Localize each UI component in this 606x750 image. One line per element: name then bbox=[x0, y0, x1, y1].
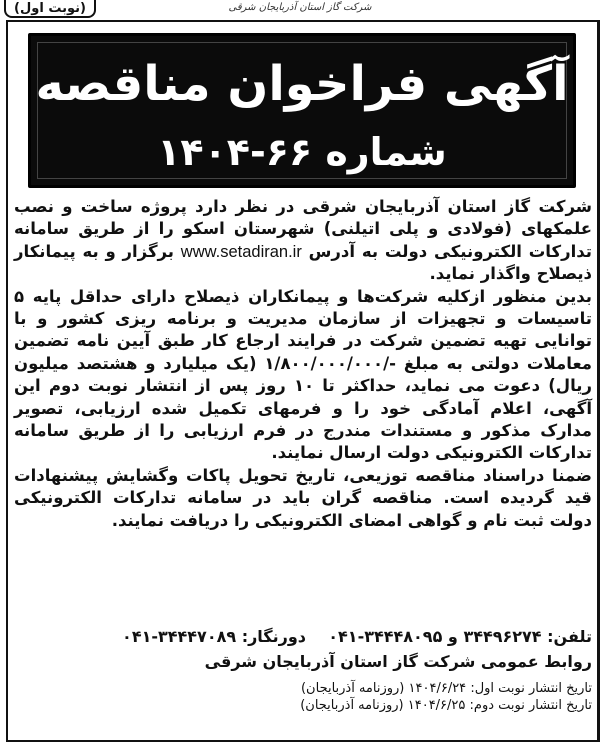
publication-second bbox=[220, 697, 592, 714]
paragraph-invitation: بدین منظور ازکلیه شرکت‌ها و پیمانکاران ذیصلاح دارای حداقل پایه ۵ تاسیسات و تجهیزات از سازمان مدیریت و برنامه ریزی کشور و با توانایی تهیه تضمین شرکت در فرایند ارجاع کار طبق آیین نامه تضمین معاملات دولتی به مبلغ -/۱/۸۰۰/۰۰۰/۰۰۰ (یک میلیارد و هشتصد میلیون ریال) دعوت می نماید، حداکثر تا ۱۰ روز پس از انتشار نوبت دوم این آگهی، اعلام آمادگی خود را و فرمهای تکمیل شده ارزیابی، تصویر مدارک مذکور و مستندات مندرج در فرم ارزیابی را از طریق سامانه تدارکات الکترونیکی دولت ارسال نمایند. bbox=[14, 286, 592, 463]
phone-2: ۰۴۱-۳۴۴۴۸۰۹۵ bbox=[328, 627, 443, 646]
title-box bbox=[28, 33, 576, 188]
paragraph-1-end: برگزار و به پیمانکار ذیصلاح واگذار نماید. bbox=[14, 241, 592, 284]
company-logo-text: شرکت گاز استان آذربایجان شرقی bbox=[228, 2, 372, 13]
publication-first-paper: (روزنامه آذربایجان) bbox=[300, 681, 405, 696]
fax-number: ۰۴۱-۳۴۴۴۷۰۸۹ bbox=[122, 627, 237, 646]
notice-title: آگهی فراخوان مناقصه bbox=[35, 56, 569, 112]
setadiran-link[interactable]: www.setadiran.ir bbox=[180, 242, 302, 261]
top-strip bbox=[0, 0, 606, 20]
phone-1: ۳۴۴۹۶۲۷۴ bbox=[463, 627, 542, 646]
paragraph-documents: ضمنا دراسناد مناقصه توزیعی، تاریخ تحویل پاکات وگشایش پیشنهادات قید گردیده است. مناقصه گران باید در سامانه تدارکات الکترونیکی دولت ثبت نام و گواهی امضای الکترونیکی را دریافت نمایند. bbox=[14, 465, 592, 530]
publication-first-label: تاریخ انتشار نوبت اول: bbox=[470, 681, 592, 696]
notice-body bbox=[14, 196, 592, 532]
publication-second-label: تاریخ انتشار نوبت دوم: bbox=[469, 698, 592, 713]
publication-second-paper: (روزنامه آذربایجان) bbox=[300, 698, 404, 713]
publication-first bbox=[220, 680, 592, 697]
publication-first-date: ۱۴۰۴/۶/۲۴ bbox=[408, 681, 467, 696]
tender-number: شماره ۶۶-۱۴۰۴ bbox=[157, 130, 447, 174]
publication-second-date: ۱۴۰۴/۶/۲۵ bbox=[407, 698, 466, 713]
contact-line bbox=[14, 626, 592, 648]
fax-label: دورنگار: bbox=[241, 627, 306, 646]
phone-label: تلفن: bbox=[547, 627, 592, 646]
round-badge: (نوبت اول) bbox=[4, 0, 96, 18]
paragraph-intro bbox=[14, 196, 592, 286]
phone-joiner: و bbox=[447, 627, 458, 646]
publication-dates bbox=[220, 680, 592, 714]
paragraph-1-text: شرکت گاز استان آذربایجان شرقی در نظر دارد پروژه ساخت و نصب علمکهای (فولادی و پلی اتیلنی) شهرستان اسکو را از طریق سامانه تدارکات الکترونیکی دولت به آدرس bbox=[14, 197, 592, 261]
public-relations-signature: روابط عمومی شرکت گاز استان آذربایجان شرقی bbox=[204, 652, 592, 671]
